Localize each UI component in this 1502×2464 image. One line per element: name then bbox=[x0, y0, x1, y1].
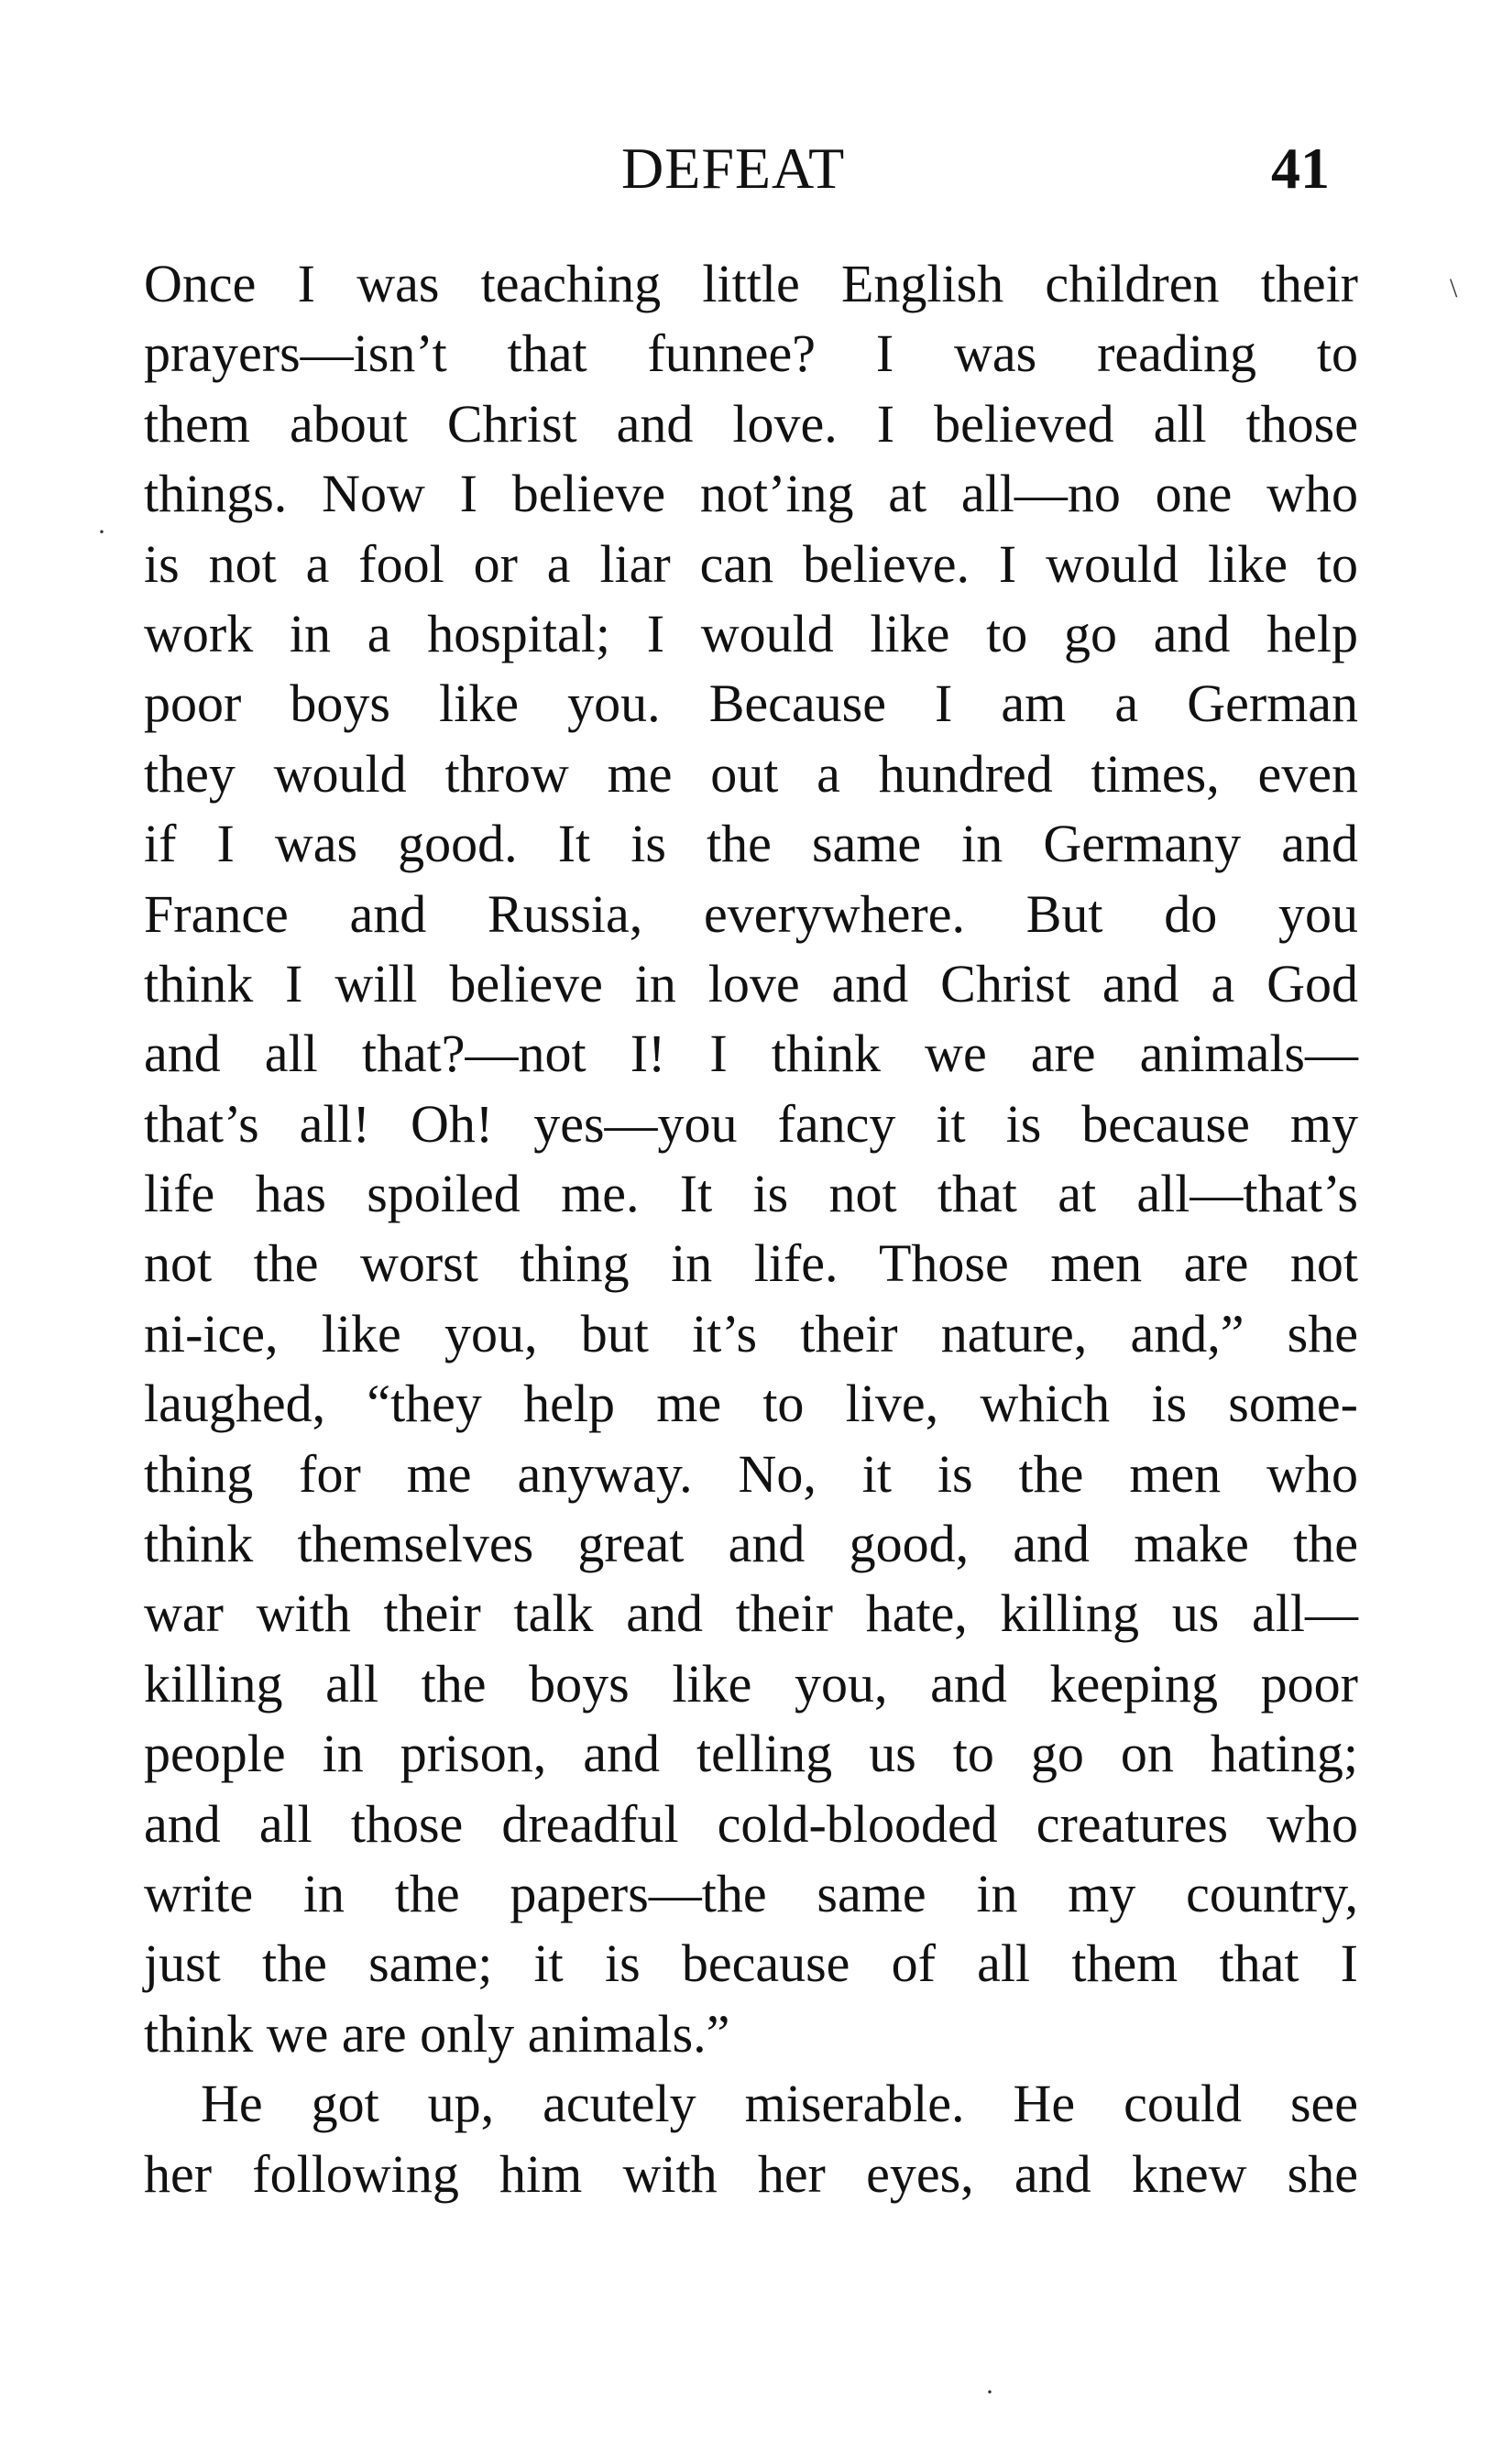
text-line: think themselves great and good, and make the bbox=[144, 1514, 1358, 1574]
text-line: think I will believe in love and Christ and a God bbox=[144, 953, 1358, 1013]
text-line: life has spoiled me. It is not that at all—that’s bbox=[144, 1164, 1358, 1224]
text-line: laughed, “they help me to live, which is some- bbox=[144, 1374, 1358, 1434]
text-line: war with their talk and their hate, killing us all— bbox=[144, 1583, 1358, 1644]
scan-speck: · bbox=[985, 2377, 994, 2407]
text-line: think we are only animals.” bbox=[144, 2003, 730, 2064]
scan-speck: · bbox=[97, 517, 106, 547]
text-line: not the worst thing in life. Those men are not bbox=[144, 1233, 1358, 1294]
text-line: France and Russia, everywhere. But do you bbox=[144, 883, 1358, 944]
running-title: DEFEAT bbox=[621, 136, 846, 201]
text-line: prayers—isn’t that funnee? I was reading to bbox=[144, 323, 1358, 384]
page-number: 41 bbox=[1271, 136, 1330, 201]
text-line: just the same; it is because of all them that I bbox=[144, 1933, 1358, 1994]
text-line: them about Christ and love. I believed all those bbox=[144, 393, 1358, 454]
text-line: ni-ice, like you, but it’s their nature, and,” she bbox=[144, 1303, 1358, 1363]
text-line: that’s all! Oh! yes—you fancy it is because my bbox=[144, 1093, 1358, 1154]
text-line: things. Now I believe not’ing at all—no one who bbox=[144, 464, 1358, 524]
text-line: Once I was teaching little English children their bbox=[144, 254, 1358, 313]
text-line: killing all the boys like you, and keeping poor bbox=[144, 1653, 1358, 1714]
text-line: is not a fool or a liar can believe. I would like to bbox=[144, 533, 1358, 594]
paragraph-start-line: He got up, acutely miserable. He could see bbox=[201, 2074, 1358, 2134]
text-line: thing for me anyway. No, it is the men who bbox=[144, 1443, 1358, 1504]
text-line: if I was good. It is the same in Germany and bbox=[144, 814, 1358, 874]
text-line: her following him with her eyes, and knew she bbox=[144, 2143, 1358, 2204]
text-line: and all that?—not I! I think we are animals— bbox=[144, 1024, 1358, 1084]
scan-speck: \ bbox=[1450, 273, 1458, 303]
text-line: write in the papers—the same in my country, bbox=[144, 1863, 1358, 1923]
text-line: they would throw me out a hundred times, even bbox=[144, 743, 1358, 804]
text-line: people in prison, and telling us to go on hating; bbox=[144, 1724, 1358, 1784]
text-line: work in a hospital; I would like to go and help bbox=[144, 603, 1358, 663]
text-line: poor boys like you. Because I am a German bbox=[144, 673, 1358, 734]
body-text bbox=[144, 249, 1358, 2209]
text-line: and all those dreadful cold-blooded creatures who bbox=[144, 1793, 1358, 1854]
